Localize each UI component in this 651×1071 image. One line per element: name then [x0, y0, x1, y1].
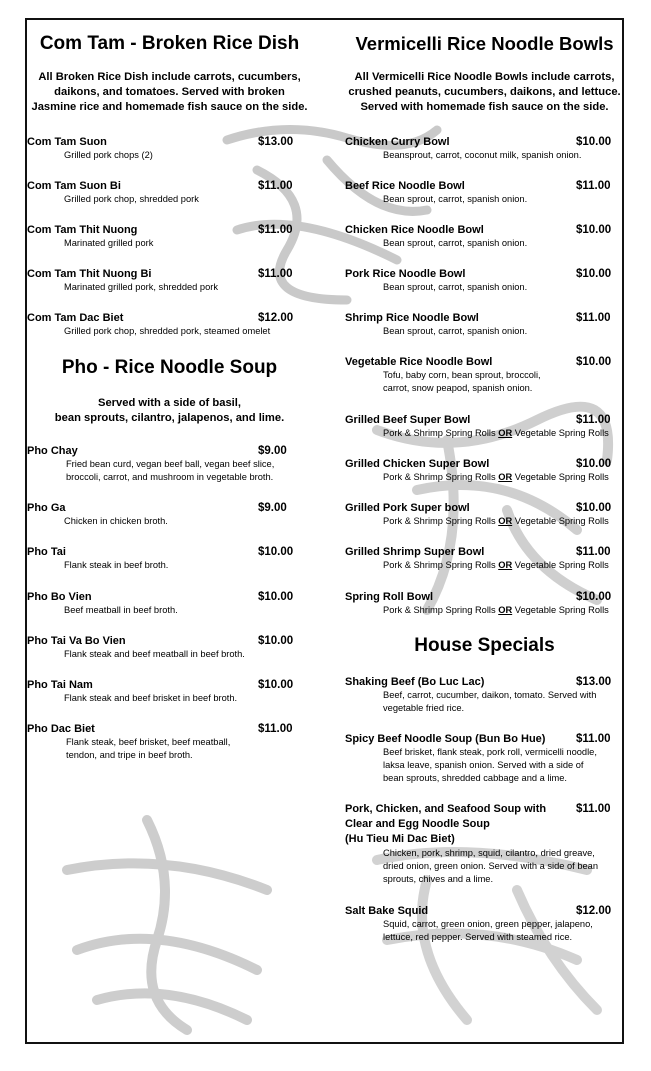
menu-item-pho-chay: Pho Chay $9.00 Fried bean curd, vegan beef ball, vegan beef slice, broccoli, carrot, and mushroom in vegetable broth. [27, 445, 287, 482]
or-word: OR [498, 472, 513, 482]
item-price: $11.00 [258, 224, 293, 236]
item-price: $12.00 [258, 312, 294, 324]
menu-item-pho-tai-va-bo-vien: Pho Tai Va Bo Vien $10.00 Flank steak and beef meatball in beef broth. [27, 635, 294, 659]
item-price: $11.00 [576, 414, 611, 426]
menu-item-beef-rice-noodle-bowl: Beef Rice Noodle Bowl $11.00 Bean sprout, carrot, spanish onion. [345, 180, 611, 204]
menu-item-spicy-beef-noodle-soup: Spicy Beef Noodle Soup (Bun Bo Hue) $11.00 Beef brisket, flank steak, pork roll, vermicelli noodle, laksa leave, spanish onion. Served with a side of bean sprouts, shredded cabbage and a lime. [345, 733, 611, 783]
menu-item-chicken-curry-bowl: Chicken Curry Bowl $10.00 Beansprout, carrot, coconut milk, spanish onion. [345, 136, 612, 160]
item-price: $10.00 [258, 635, 294, 647]
menu-item-pho-tai: Pho Tai $10.00 Flank steak in beef broth. [27, 546, 294, 570]
section-title-house-specials: House Specials [414, 635, 555, 656]
item-price: $10.00 [576, 356, 612, 368]
menu-item-chicken-rice-noodle-bowl: Chicken Rice Noodle Bowl $10.00 Bean sprout, carrot, spanish onion. [345, 224, 612, 248]
menu-item-com-tam-suon: Com Tam Suon $13.00 Grilled pork chops (2) [27, 136, 294, 160]
item-price: $10.00 [258, 546, 294, 558]
menu-item-shaking-beef: Shaking Beef (Bo Luc Lac) $13.00 Beef, carrot, cucumber, daikon, tomato. Served with vegetable fried rice. [345, 676, 612, 713]
menu-item-grilled-chicken-super-bowl: Grilled Chicken Super Bowl $10.00 Pork & Shrimp Spring Rolls OR Vegetable Spring Rolls [345, 458, 612, 482]
menu-item-pho-tai-nam: Pho Tai Nam $10.00 Flank steak and beef brisket in beef broth. [27, 679, 294, 703]
item-price: $13.00 [258, 136, 294, 148]
item-price: $10.00 [258, 679, 294, 691]
item-price: $11.00 [258, 268, 293, 280]
section-intro-vermicelli: All Vermicelli Rice Noodle Bowls include carrots, crushed peanuts, cucumbers, daikons, and lettuce. Served with homemade fish sauce on the side. [348, 71, 621, 113]
section-title-pho: Pho - Rice Noodle Soup [61, 357, 278, 378]
item-price: $12.00 [576, 905, 612, 917]
menu-item-hu-tieu-mi-dac-biet: Pork, Chicken, and Seafood Soup with Clear and Egg Noodle Soup (Hu Tieu Mi Dac Biet) $11.00 Chicken, pork, shrimp, squid, cilantro, dried greave, dried onion, green onion. Served with a side of bean sprouts, chives and a lime. [345, 803, 611, 884]
section-intro-broken-rice: All Broken Rice Dish include carrots, cucumbers, daikons, and tomatoes. Served with broken Jasmine rice and homemade fish sauce on the side. [31, 71, 308, 113]
section-title-vermicelli: Vermicelli Rice Noodle Bowls [355, 33, 614, 54]
item-price: $11.00 [576, 803, 611, 815]
item-price: $11.00 [258, 180, 293, 192]
menu-item-vegetable-rice-noodle-bowl: Vegetable Rice Noodle Bowl $10.00 Tofu, baby corn, bean sprout, broccoli, carrot, snow peapod, spanish onion. [345, 356, 612, 393]
item-price: $10.00 [576, 502, 612, 514]
menu-item-com-tam-dac-biet: Com Tam Dac Biet $12.00 Grilled pork chop, shredded pork, steamed omelet [27, 312, 294, 336]
item-price: $11.00 [576, 733, 611, 745]
menu-item-salt-bake-squid: Salt Bake Squid $12.00 Squid, carrot, green onion, green pepper, jalapeno, lettuce, red pepper. Served with steamed rice. [345, 905, 612, 942]
or-word: OR [498, 516, 513, 526]
or-word: OR [498, 560, 513, 570]
menu-item-pho-dac-biet: Pho Dac Biet $11.00 Flank steak, beef brisket, beef meatball, tendon, and tripe in beef broth. [27, 723, 293, 760]
item-price: $13.00 [576, 676, 612, 688]
menu-item-com-tam-thit-nuong-bi: Com Tam Thit Nuong Bi $11.00 Marinated grilled pork, shredded pork [27, 268, 293, 292]
menu-item-pork-rice-noodle-bowl: Pork Rice Noodle Bowl $10.00 Bean sprout, carrot, spanish onion. [345, 268, 612, 292]
menu-page [25, 18, 624, 1044]
menu-item-grilled-beef-super-bowl: Grilled Beef Super Bowl $11.00 Pork & Shrimp Spring Rolls OR Vegetable Spring Rolls [345, 414, 611, 438]
item-price: $10.00 [576, 136, 612, 148]
item-price: $10.00 [258, 591, 294, 603]
menu-item-com-tam-thit-nuong: Com Tam Thit Nuong $11.00 Marinated grilled pork [27, 224, 293, 248]
section-title-broken-rice: Com Tam - Broken Rice Dish [39, 33, 300, 54]
item-price: $10.00 [576, 591, 612, 603]
item-price: $10.00 [576, 224, 612, 236]
item-price: $10.00 [576, 458, 612, 470]
item-price: $11.00 [258, 723, 293, 735]
item-price: $9.00 [258, 445, 287, 457]
item-price: $9.00 [258, 502, 287, 514]
section-intro-pho: Served with a side of basil, bean sprouts, cilantro, jalapenos, and lime. [54, 397, 285, 424]
item-price: $10.00 [576, 268, 612, 280]
menu-item-com-tam-suon-bi: Com Tam Suon Bi $11.00 Grilled pork chop, shredded pork [27, 180, 293, 204]
menu-item-grilled-pork-super-bowl: Grilled Pork Super bowl $10.00 Pork & Shrimp Spring Rolls OR Vegetable Spring Rolls [345, 502, 612, 526]
or-word: OR [498, 605, 513, 615]
menu-item-spring-roll-bowl: Spring Roll Bowl $10.00 Pork & Shrimp Spring Rolls OR Vegetable Spring Rolls [345, 591, 612, 615]
item-price: $11.00 [576, 312, 611, 324]
or-word: OR [498, 428, 513, 438]
menu-item-pho-ga: Pho Ga $9.00 Chicken in chicken broth. [27, 502, 287, 526]
item-price: $11.00 [576, 180, 611, 192]
menu-item-shrimp-rice-noodle-bowl: Shrimp Rice Noodle Bowl $11.00 Bean sprout, carrot, spanish onion. [345, 312, 611, 336]
item-price: $11.00 [576, 546, 611, 558]
calligraphy-watermark-icon [37, 800, 297, 1040]
menu-item-pho-bo-vien: Pho Bo Vien $10.00 Beef meatball in beef broth. [27, 591, 294, 615]
menu-item-grilled-shrimp-super-bowl: Grilled Shrimp Super Bowl $11.00 Pork & Shrimp Spring Rolls OR Vegetable Spring Rolls [345, 546, 611, 570]
